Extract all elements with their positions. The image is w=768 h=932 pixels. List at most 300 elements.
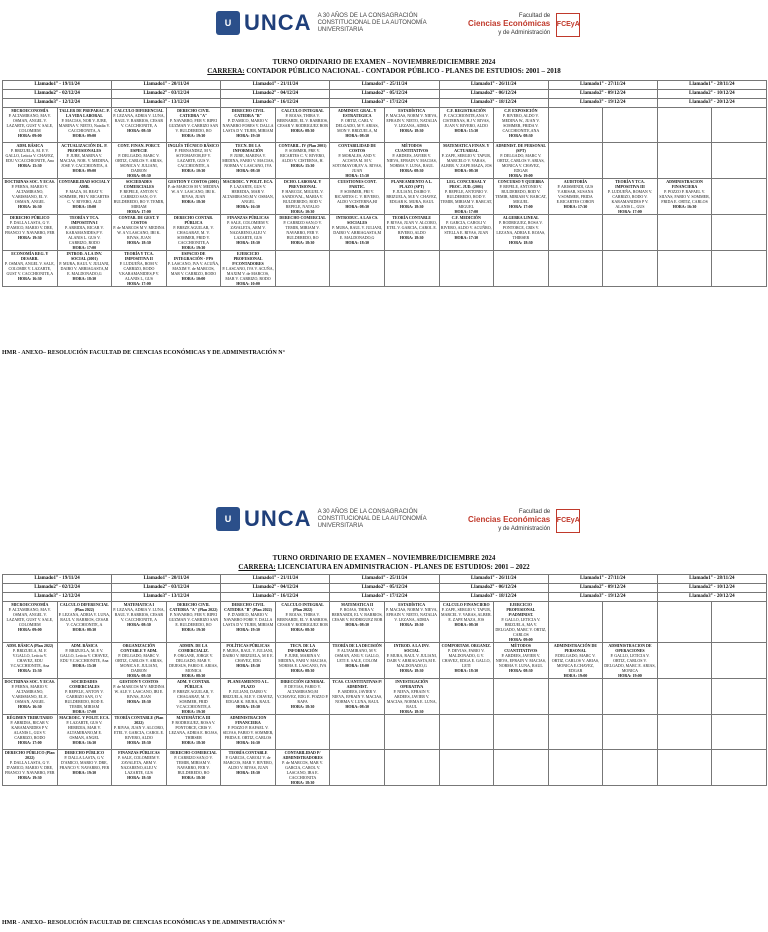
exam-time: HORA: 10:00 — [236, 281, 260, 286]
examiners: P. DELGADO, MARC V. ORTIZ, CARLOS V. ARIAS, MONICA V. JULIANI, DAIRON — [115, 153, 163, 173]
subject-name: TECN. DE LA INFORMACIÓN — [233, 143, 264, 153]
examiners: P. JULIANI, DAIRO V. BRIZUELA, M.E V. CHAVEZ, EDGAR K. MURA, RAUL — [222, 689, 274, 704]
exam-cell — [112, 215, 167, 251]
career-line — [0, 67, 768, 76]
subject-name: ADMINIST. DE PERSONAL (SPT) — [495, 143, 547, 153]
examiners: P. DALLA LASTA, G V. D'AMICO, MARIO V. DRE, FRANCO V. NAVARRO, FER — [4, 220, 55, 235]
exam-time: HORA: 08:30 — [509, 668, 533, 673]
exam-cell — [712, 715, 767, 750]
day-header-cell: Llamado1° - 26/11/24 — [439, 575, 548, 584]
examiners: P. DELGADO, MARC V. ORTIZ, CARLOS V. ARIAS, MONICA V. CHAVEZ, EDGAR — [497, 153, 545, 173]
exam-cell — [57, 108, 112, 143]
exam-cell — [494, 251, 549, 287]
examiners: P. ALTAMIRANO, MA V. OSMAN, ANGEL V. LAZARTE, GUST V. SALE, COLOMIEM — [6, 607, 54, 627]
subject-name: ALGEBRA LINEAL — [502, 215, 539, 220]
day-header-cell: Llamado1° - 20/11/24 — [112, 81, 221, 90]
subject-name: SOCIEDADES COMERCIALES — [69, 679, 100, 689]
day-header-cell: Llamado1° - 27/11/24 — [548, 81, 657, 90]
day-header-cell: Llamado2° - 03/12/24 — [112, 584, 221, 593]
day-header-row — [3, 575, 767, 584]
examiners: P. LAZARTE, GUS V. HEREDIA, MAR V. ALTAMIRANO,M E. OSMAN, ANGEL — [66, 720, 103, 740]
exam-cell — [439, 143, 494, 179]
subject-name: ESTADÍSTICA — [398, 602, 426, 607]
exam-time: HORA: 15:30 — [345, 173, 369, 178]
resolution-footer: HMR - ANEXO– RESOLUCIÓN FACULTAD DE CIENCIAS ECONÓMICAS Y DE ADMINISTRACIÓN N° — [2, 920, 286, 926]
subject-name: ESPACIO DE INTEGRACIÓN - PPS — [173, 251, 214, 261]
subject-name: ADMINISTRACIÓN DE PERSONAL — [553, 643, 598, 653]
exam-time: HORA: 18:30 — [127, 775, 151, 780]
exam-time: HORA: 18:30 — [127, 240, 151, 245]
exam-cell — [439, 750, 494, 786]
day-header-cell: Llamado2° - 02/12/24 — [3, 584, 112, 593]
examiners: P. NIEVA, EFRAIN V. ARDEES, JAVIER V. MACIAS, NORMA E. LUNA, RAUL — [386, 689, 437, 709]
unca-wordmark: UNCA — [244, 10, 312, 35]
examiners: P. CACCHIONITE,ANA V. CISTERNAS, H.J V. RIVAS, JUAN V. RIVERO, ALDO — [442, 113, 490, 128]
examiners: P. DALLA LASTA, G V. D'AMICO, MARIO V. DRE, FRANCO V. NAVARRO, FER — [4, 760, 55, 775]
exam-cell — [221, 251, 276, 287]
exam-time: HORA: 08:30 — [127, 673, 151, 678]
subject-name: CONTABILIDAD P/ ADMINISTRADORES — [282, 750, 323, 760]
exam-cell — [275, 251, 330, 287]
subject-name: ACTUALIZACIÓN DL. P. PROFESIONALES — [61, 143, 108, 153]
exam-row — [3, 715, 767, 750]
examiners: P. GALLO, LETICIA V. BRIZUELA, MA V. DELGADO, MARC V. ORTIZ, CARLOS — [495, 617, 547, 637]
exam-cell — [221, 108, 276, 143]
faculty-line3: y de Administración — [498, 30, 551, 36]
exam-cell — [712, 679, 767, 715]
exam-time: HORA: 16:30 — [17, 204, 42, 209]
exam-cell — [712, 179, 767, 215]
exam-cell — [166, 643, 221, 679]
subject-name: COMPORTAM. ORGANIZ. — [441, 643, 491, 648]
exam-time: HORA: 10:30 — [290, 209, 315, 214]
exam-cell — [439, 179, 494, 215]
exam-cell — [603, 251, 658, 287]
exam-time: HORA: 15:30 — [72, 663, 97, 668]
exam-cell — [3, 602, 58, 643]
subject-name: PLANEAMIENTO A L. PLAZO (SPT) — [391, 179, 433, 189]
day-header-cell: Llamado3° - 13/12/24 — [112, 593, 221, 602]
exam-time: HORA: 08:30 — [345, 704, 369, 709]
exam-cell — [57, 143, 112, 179]
exam-time: HORA: 08:30 — [345, 133, 369, 138]
exam-cell — [439, 251, 494, 287]
exam-cell — [166, 108, 221, 143]
subject-name: SOCIEDADES COMERCIALES — [123, 179, 155, 189]
exam-cell — [494, 643, 549, 679]
exam-time: HORA: 09:00 — [17, 133, 42, 138]
exam-time: HORA: 18:30 — [399, 128, 424, 133]
exam-cell — [166, 750, 221, 786]
exam-cell — [384, 251, 439, 287]
faculty-line3: y de Administración — [498, 526, 551, 532]
exam-time: HORA: 19:30 — [72, 770, 97, 775]
exam-time: HORA: 18:30 — [345, 240, 369, 245]
examiners: P. MORALES, AND V. ACOSTA M. M V. SOTOMAYOR,EV A. RIVAS, JUAN — [332, 153, 382, 173]
subject-name: DERECHO CIVIL CATEDRA "B" — [231, 108, 265, 118]
exam-cell — [112, 251, 167, 287]
exam-time: HORA: 18:30 — [290, 240, 315, 245]
exam-time: HORA: 18:30 — [236, 663, 260, 668]
exam-cell — [384, 643, 439, 679]
exam-cell — [384, 108, 439, 143]
day-header-row — [3, 593, 767, 602]
subject-name: CONTABIL. IV (Plan 2001) — [278, 143, 327, 148]
day-header-cell: Llamado2° - 05/12/24 — [330, 584, 439, 593]
subject-name: PLANEAMIENTO A L. PLAZO — [227, 679, 269, 689]
exam-cell — [221, 179, 276, 215]
day-header-cell: Llamado3° - 16/12/24 — [221, 99, 330, 108]
exam-cell — [112, 715, 167, 750]
exam-cell — [330, 679, 385, 715]
exam-time: HORA: 18:30 — [236, 240, 260, 245]
exam-cell — [166, 143, 221, 179]
exam-time: HORA: 16:30 — [236, 204, 260, 209]
day-header-cell: Llamado1° - 26/11/24 — [439, 81, 548, 90]
exam-cell — [548, 715, 603, 750]
exam-cell — [3, 108, 58, 143]
exam-time: HORA: 17:00 — [72, 709, 97, 714]
exam-cell — [603, 679, 658, 715]
day-header-cell: Llamado2° - 06/12/24 — [439, 90, 548, 99]
exam-cell — [603, 715, 658, 750]
day-header-cell: Llamado3° - 19/12/24 — [548, 593, 657, 602]
subject-name: EJERCICIO PROFESIONAL P/ADMINIST. — [506, 602, 536, 617]
unca-logo — [216, 10, 438, 36]
exam-cell — [494, 750, 549, 786]
exam-cell — [494, 602, 549, 643]
exam-cell — [603, 179, 658, 215]
examiners: P. JUBE, MARINA V. MEDINA, FABI V. MACIAS, NORMA E. LASCANO, IVA — [278, 653, 327, 668]
examiners: P. ROJAS, THIRA V. BERNARDI, EL V. BARRIOS, CESAR V. RODRIGUEZ BOR — [277, 113, 328, 128]
examiners: P. LASCANO, IVA V. ACUÑA, MAXIM V. de MARCOS, MAR V. CARRIZO, RODO — [222, 266, 274, 281]
examiners: P. LUDUEÑA, ROM V. CARRIZO, RODO V.KARAMANIDES,P V. ALANIS L, GUS — [118, 261, 160, 281]
day-header-row — [3, 90, 767, 99]
subject-name: DERECHO COMERCIAL — [279, 215, 326, 220]
exam-cell — [603, 108, 658, 143]
exam-cell — [275, 215, 330, 251]
exam-cell — [275, 108, 330, 143]
subject-name: TCAS. CUANTITATIVAS P/ ADMINIST. — [332, 679, 382, 689]
exam-cell — [548, 215, 603, 251]
exam-time: HORA: 18:00 — [345, 663, 369, 668]
exam-time: HORA: 09:00 — [17, 627, 42, 632]
examiners: P. PERNA, MARIO V. ALTAMIRANO, V.ARISMANO, EL V. OSMAN, ANGEL — [11, 184, 49, 204]
exam-cell — [221, 602, 276, 643]
subject-name: CALCULO DIFERENCIAL — [114, 108, 164, 113]
exam-time: HORA: 08:30 — [290, 627, 315, 632]
subject-name: FINANZAS PÚBLICAS — [118, 750, 160, 755]
exam-time: HORA: 08:30 — [127, 173, 151, 178]
examiners: P. MURA, RAUL V. JULIANI, DAIRO V. ARRIAGASTA,M E. MALDONADO,G — [59, 261, 110, 276]
exam-cell — [221, 679, 276, 715]
exam-cell — [3, 179, 58, 215]
exam-cell — [712, 251, 767, 287]
exam-time: HORA: 08:30 — [290, 668, 315, 673]
examiners: P. de MARCOS M V. MEDINA W. ALE V. LASCANO, IBI E. RIVAS, JUAN — [113, 684, 165, 699]
examiners: P. DEVIAS, FABIO V. MALDONADO, G V. CHAVEZ, EDGA E. GALLO, LETI — [441, 648, 491, 668]
exam-cell — [112, 679, 167, 715]
subject-name: CALCULO INTEGRAL — [281, 108, 324, 113]
examiners: P. GARCIA, CAROLI V. de MARCOS, MAR V. RIVERO, ALDO V. RIVAS, JUAN — [223, 755, 273, 770]
anniversary-text: A 30 AÑOS DE LA CONSAGRACIÓN CONSTITUCIONAL DE LA AUTONOMÍA UNIVERSITARIA — [317, 12, 427, 33]
faculty-line1: Facultad de — [518, 13, 551, 19]
subject-name: TEORÍA Y TCA. IMPOSITIVA II — [124, 251, 154, 261]
exam-time: HORA: 17:00 — [509, 204, 533, 209]
exam-cell — [275, 750, 330, 786]
day-header-row — [3, 99, 767, 108]
examiners: P. de MARCOS M V. MEDINA W. A V.LASCANO, IBI K. RIVAS, JUAN — [113, 225, 165, 240]
exam-cell — [221, 715, 276, 750]
examiners: P. BRIZUELA, M. E V. GALLO, Leticia V. CHAVEZ, EDU V.CACCHIONITE, Ana — [60, 648, 109, 663]
faculty-line2: Ciencias Económicas — [468, 515, 551, 524]
exam-time: HORA: 18:30 — [72, 276, 97, 281]
subject-name: DERECHO CIVIL CATEDRA "B" (Plan 2022) — [224, 602, 272, 612]
examiners: P. LEZANA, ADRIA V. LUNA, RAUL V. BARRIOS, CESAR V. CACCHIONITE, A — [58, 612, 111, 627]
exam-time: HORA: 16:30 — [72, 740, 97, 745]
subject-name: DOCTRINAS SOC. Y ECAS. — [4, 679, 56, 684]
exam-time: HORA: 18:30 — [509, 240, 533, 245]
faculty-logo — [468, 508, 580, 533]
examiners: P. MURA, RAUL V. JULIANI, DAIRO V. BRIZUELA, M E E. CHAVEZ, EDG — [222, 648, 274, 663]
exam-cell — [166, 679, 221, 715]
subject-name: CALCULO DIFERENCIAL (Plan 2022) — [59, 602, 109, 612]
exam-time: HORA: 18:00 — [72, 204, 97, 209]
exam-grid — [2, 80, 767, 287]
subject-name: TALLER DE PREPARAC. P. LA VIDA LABORAL — [59, 108, 110, 118]
day-header-cell: Llamado2° - 03/12/24 — [112, 90, 221, 99]
exam-time: HORA: 10:30 — [181, 168, 206, 173]
subject-name: MACROEC. Y POLIT. ECA. — [222, 179, 274, 184]
exam-cell — [57, 215, 112, 251]
exam-cell — [57, 715, 112, 750]
exam-time: HORA: 18:30 — [236, 704, 260, 709]
subject-name: GESTION Y COSTOS (2001) — [168, 179, 219, 184]
exam-cell — [439, 643, 494, 679]
examiners: P. REPELE, ANTONIO V. BULDEREDO, ROD V. TEMIR, MIRIAM V. BARCAT, MIGUEL — [495, 184, 547, 204]
exam-time: HORA: 17:00 — [17, 740, 42, 745]
day-header-cell: Llamado1° - 25/11/24 — [330, 81, 439, 90]
exam-row — [3, 643, 767, 679]
sheet-header — [0, 502, 768, 548]
examiners: P. CARRIZO SAN,O V. TEMIR, MIRIAM V. NAVARRO, FER V. BULDEREDO, RO — [174, 755, 213, 775]
subject-name: MATEMATICA I — [123, 602, 155, 607]
faculty-logo — [468, 12, 580, 37]
examiners: P.DELGADO, MARC V. ORTIZ, CARLOS V. ARIAS, MONICA E.CHAVEZ, EDGAR — [551, 653, 600, 673]
day-header-cell: Llamado2° - 09/12/24 — [548, 584, 657, 593]
exam-time: HORA: 19:30 — [181, 627, 206, 632]
exam-time: HORA: 18:30 — [454, 668, 479, 673]
exam-row — [3, 108, 767, 143]
subject-name: DERECHO CIVIL CATEDRA "A" (Plan 2022) — [169, 602, 218, 612]
career-name: CONTADOR PÚBLICO NACIONAL - CONTADOR PÚBLICO - PLANES DE ESTUDIOS: 2001 – 2018 — [246, 67, 561, 75]
exam-cell — [657, 108, 712, 143]
exam-cell — [603, 602, 658, 643]
subject-name: INTROD. A LA INV. SOCIAL — [393, 643, 430, 653]
subject-name: TEORÍA CONTABLE (Plan 2022) — [114, 715, 164, 725]
day-header-cell: Llamado1° - 28/11/24 — [657, 81, 766, 90]
exam-cell — [494, 715, 549, 750]
exam-cell — [657, 602, 712, 643]
day-header-cell: Llamado3° - 17/12/24 — [330, 593, 439, 602]
examiners: P. JULIANI, DAIRO V. BRIZUELA, M.E V. CHAVEZ, EDGAR K. MURA, RAUL — [386, 189, 438, 204]
day-header-cell: Llamado1° - 19/11/24 — [3, 81, 112, 90]
subject-name: MATEMÁTICA III — [176, 715, 211, 720]
subject-name: CONTABILIDAD DE COSTOS — [338, 143, 377, 153]
exam-cell — [112, 602, 167, 643]
exam-time: HORA: 08:30 — [127, 622, 151, 627]
exam-time: HORA: 18:30 — [399, 668, 424, 673]
exam-cell — [548, 108, 603, 143]
exam-cell — [384, 715, 439, 750]
examiners: P. RODRIGUEZ, ROSA V. PONTORCE, CRIS V. LEZANA, ADRIA E. ROJAS, THIRSER — [496, 220, 546, 240]
exam-cell — [657, 251, 712, 287]
subject-name: POLÍTICAS PÚBLICAS — [226, 643, 270, 648]
subject-name: ADMINISTRACION DE OPERACIONES — [608, 643, 652, 653]
exam-time: HORA: 17:30 — [454, 235, 479, 240]
career-prefix: CARRERA: — [207, 67, 245, 75]
exam-cell — [384, 143, 439, 179]
exam-cell — [494, 143, 549, 179]
day-header-cell: Llamado2° - 09/12/24 — [548, 90, 657, 99]
exam-time: HORA: 09:00 — [72, 168, 97, 173]
schedule-sheet-licenciatura — [0, 470, 768, 932]
exam-cell — [548, 750, 603, 786]
exam-time: HORA: 08:30 — [454, 622, 479, 627]
exam-cell — [657, 643, 712, 679]
examiners: P. RIVERO, ALDO V. MEDINA W., JUAN V. SOMMER, FRIDA V. CACCHIONITE,ANA — [502, 113, 540, 133]
examiners: P. MACIAS, NORM V. NIEVA, EFRAIN V. NIETO, NATALIA V. LEZANA, ADRIA — [385, 113, 438, 128]
examiners: P. LEZANA, ADRIA V. LUNA, RAUL V. BARRIOS, CESAR V. CACCHIONITE, A — [113, 113, 165, 128]
exam-cell — [548, 179, 603, 215]
exam-cell — [3, 715, 58, 750]
exam-cell — [330, 179, 385, 215]
day-header-cell: Llamado3° - 16/12/24 — [221, 593, 330, 602]
examiners: P. FERNANDEZ, M V. SOTOMAYOR,EF V. LAZARTE, GUS V. CACCHIONITE, A — [174, 148, 213, 168]
examiners: P. OSMAN, ANGEL V. SALE, COLOMIE V. LAZARTE, GUST V. CACCHIONITE,A — [4, 261, 55, 276]
exam-cell — [57, 602, 112, 643]
examiners: P. GALLO, LETICIA V. ORTIZ, CARLOS V. DELGADO, MARC E. ARIAS, MONICA — [604, 653, 656, 673]
examiners: P. DELGADO, MARC V. ORTIZ, CARLOS V. ARIAS, MONICA E. JULIANI, DAIRON — [115, 653, 163, 673]
exam-time: HORA: 19:30 — [181, 245, 206, 250]
career-line — [0, 563, 768, 572]
exam-cell — [657, 215, 712, 251]
exam-cell — [712, 143, 767, 179]
exam-cell — [439, 215, 494, 251]
exam-time: HORA: 19:00 — [618, 673, 642, 678]
examiners: P. ARRIDIA, RICAR V. KARAMANIDES P V. ALANIS L, GUS V. CARRIZO, RODO — [10, 720, 50, 740]
exam-time: HORA: 18:30 — [181, 775, 206, 780]
subject-name: MICROECONOMÍA — [11, 602, 49, 607]
exam-cell — [548, 643, 603, 679]
subject-name: CALCULO FINANCIERO — [442, 602, 490, 607]
examiners: P. POZZO P. RAFAEL V. SILVAS, FABIO V. SOMMER, FRIDA E. ORTIZ, CARLOS — [659, 189, 710, 204]
exam-title: TURNO ORDINARIO DE EXAMEN – NOVIEMBRE/DICIEMBRE 2024 — [272, 554, 496, 562]
examiners: P. PERNA, MARIO V. ALTAMIRANO, V.ARISMANO, EL E. OSMAN, ANGEL — [11, 684, 49, 704]
exam-cell — [330, 750, 385, 786]
career-prefix: CARRERA: — [238, 563, 276, 571]
exam-time: HORA: 08:30 — [345, 622, 369, 627]
exam-cell — [603, 643, 658, 679]
exam-cell — [112, 108, 167, 143]
sheet-titles — [0, 58, 768, 76]
exam-time: HORA: 19:30 — [17, 775, 42, 780]
exam-time: HORA: 19:00 — [563, 673, 588, 678]
exam-time: HORA: 18:30 — [290, 780, 315, 785]
exam-row — [3, 679, 767, 715]
exam-cell — [712, 215, 767, 251]
subject-name: ADM. BÁSICA (Plan 2022) — [6, 643, 54, 648]
exam-time: HORA: 17:00 — [618, 209, 642, 214]
exam-title: TURNO ORDINARIO DE EXAMEN – NOVIEMBRE/DICIEMBRE 2024 — [272, 58, 496, 66]
examiners: P. JUBE, MARINA V. MACIAS, NOR. V. MEDINA, JOSE V. CACCHIONITA, A — [59, 153, 109, 168]
exam-cell — [166, 251, 221, 287]
examiners: P. BREZE AGUILAR, V. CHAGARAY, M. V. SOMMER, FRID V. CACCHIONITE,A — [173, 225, 214, 245]
examiners: P. DEVIAS, FABIO V. ALTAMIRANO,M V.CHAVEZ, EDG E. POZZO P. RAFA — [276, 684, 329, 704]
exam-time: HORA: 15:30 — [17, 668, 42, 673]
exam-cell — [657, 679, 712, 715]
exam-time: HORA: 18:30 — [290, 704, 315, 709]
exam-cell — [494, 679, 549, 715]
exam-cell — [112, 750, 167, 786]
exam-cell — [657, 143, 712, 179]
exam-cell — [275, 179, 330, 215]
exam-cell — [275, 679, 330, 715]
exam-time: HORA: 19:00 — [509, 173, 533, 178]
subject-name: INTROD. A LA INV. SOCIAL (2001) — [66, 251, 103, 261]
exam-time: HORA: 19:30 — [17, 235, 42, 240]
exam-row — [3, 251, 767, 287]
subject-name: C.F. REGISTRACIÓN — [446, 108, 486, 113]
day-header-cell: Llamado3° - 17/12/24 — [330, 99, 439, 108]
unca-emblem-icon: U — [216, 11, 240, 35]
examiners: P. LAZARTE, GUS V. HEREDIA, MAR V. ALTAMIRANO,M V. OSMAN, ANGEL — [222, 184, 274, 204]
examiners: P. REPELE, ANTON V. CARRIZO SAN, O V. BULDEREDO, RO V. TEMIR, MIRIAM — [113, 189, 165, 209]
exam-row — [3, 143, 767, 179]
examiners: P. ZAPE, SERGIO V. TAPUR, MARCELO V. VARAS, ALBER. V. ZAPE MAZA, JOS — [440, 153, 492, 168]
exam-cell — [275, 643, 330, 679]
subject-name: DERECHO COMERCIAL — [170, 750, 217, 755]
examiners: P. ARRIDIA, RICAR V. KARAMANIDES,P V. ALANIS L. GUS V. CARRIZO, RODO — [64, 225, 104, 245]
exam-cell — [221, 643, 276, 679]
unca-emblem-icon: U — [216, 507, 240, 531]
exam-row — [3, 179, 767, 215]
exam-cell — [439, 715, 494, 750]
exam-time: HORA: 18:30 — [399, 709, 424, 714]
examiners: P. BRIZUELA, M. E V. GALLO, Leticia V. CHAVEZ, EDU V.CACCHIONITE, Ana — [5, 148, 55, 163]
subject-name: ADM. BÁSICA — [16, 143, 44, 148]
examiners: P. de MARCOS, MAR V. GARCIA, CAROL V. LASCANO, IBA E. CACCHIONITA — [282, 760, 324, 780]
exam-cell — [603, 215, 658, 251]
subject-name: CONTAB. DE GEST. Y COSTOS — [118, 215, 160, 225]
exam-time: HORA: 18:30 — [399, 622, 424, 627]
exam-cell — [275, 602, 330, 643]
exam-time: HORA: 17:30 — [563, 204, 588, 209]
unca-logo — [216, 506, 438, 532]
subject-name: GESTION Y COSTOS — [119, 679, 159, 684]
exam-cell — [657, 715, 712, 750]
examiners: P. D'AMICO, MARIO V. NAVARRO FORE V. DALLA LASTA D V. TEJER, MIRIAM — [222, 612, 274, 627]
examiners: P. MACIAS, NORM V. NIEVA, EFRAIN V. NIETO, NATALIA V. LEZANA, ADRIA — [385, 607, 438, 622]
exam-time: HORA: 08:30 — [509, 133, 533, 138]
exam-cell — [330, 251, 385, 287]
subject-name: MACROEC. Y POLIT. ECA. — [59, 715, 110, 720]
subject-name: ADM. Y CONTAB. PÚBLICA — [176, 679, 210, 689]
subject-name: DERECHO PÚBLICO — [64, 750, 105, 755]
examiners: P. HARCOZ, MIGUEL V. SANDOVAL, MARIA V. BULDEREDO, ROD V. REPELE, NATALIO — [281, 189, 324, 209]
examiners: P. ARISMENDI, GUS V.ARISAR, SUSANA V.SOMMER, FRIDA E.RICARTES CORON — [556, 184, 595, 204]
exam-cell — [330, 643, 385, 679]
